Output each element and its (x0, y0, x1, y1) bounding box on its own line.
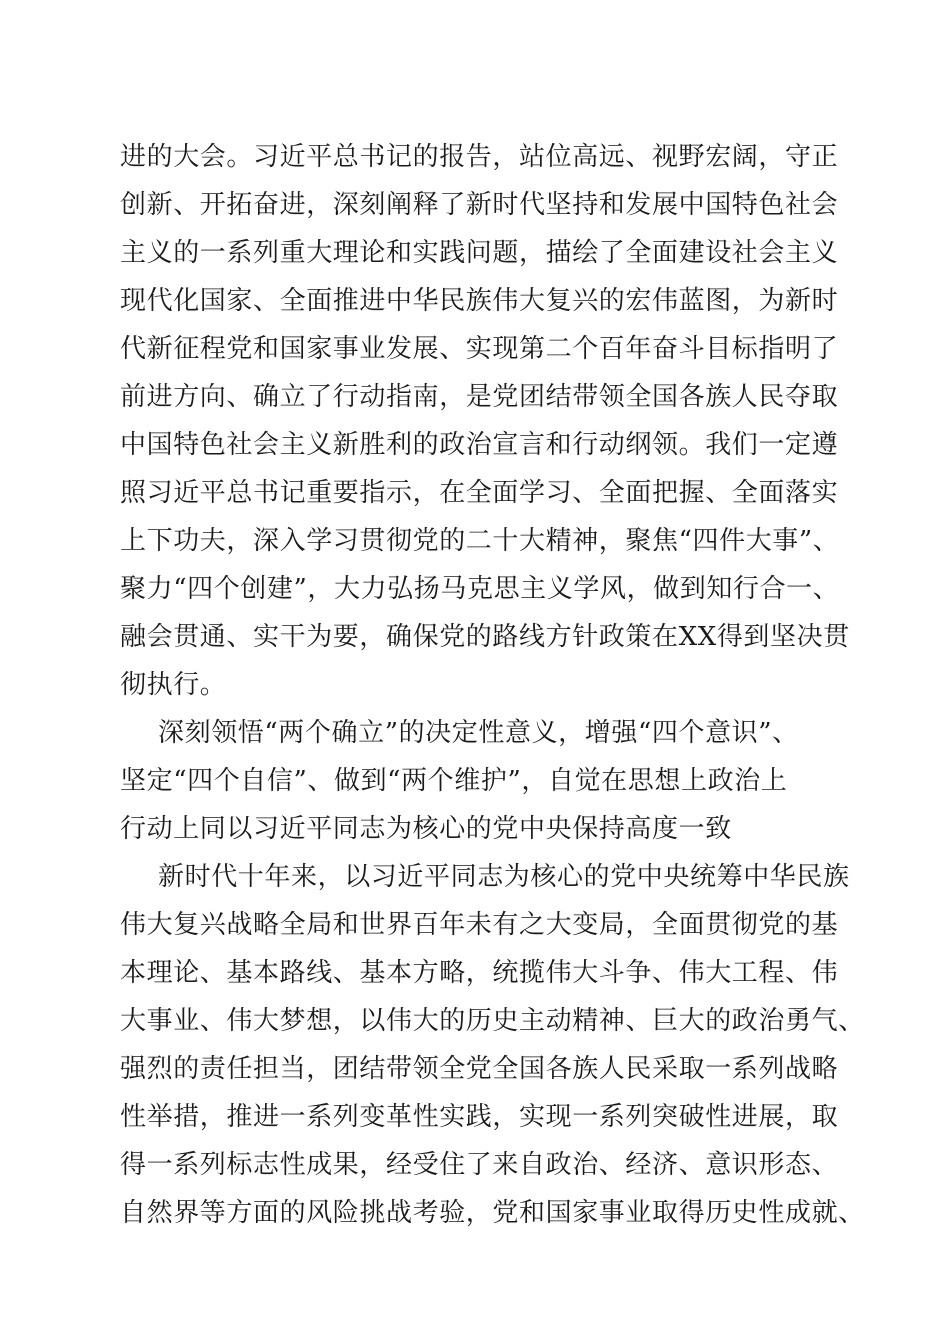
section-heading-line: 坚定“四个自信”、做到“两个维护”，自觉在思想上政治上 (120, 766, 788, 796)
text-line: 自然界等方面的风险挑战考验，党和国家事业取得历史性成就、 (120, 1198, 865, 1228)
text-line: 创新、开拓奋进，深刻阐释了新时代坚持和发展中国特色社会 (120, 190, 839, 220)
text-line: 上下功夫，深入学习贯彻党的二十大精神，聚焦“四件大事”、 (120, 526, 840, 556)
text-line: 中国特色社会主义新胜利的政治宣言和行动纲领。我们一定遵 (120, 430, 839, 460)
text-line: 新时代十年来，以习近平同志为核心的党中央统筹中华民族 (158, 862, 850, 892)
section-heading-line: 深刻领悟“两个确立”的决定性意义，增强“四个意识”、 (158, 718, 799, 748)
text-line: 得一系列标志性成果，经受住了来自政治、经济、意识形态、 (120, 1150, 839, 1180)
text-line: 主义的一系列重大理论和实践问题，描绘了全面建设社会主义 (120, 238, 839, 268)
text-line: 聚力“四个创建”，大力弘扬马克思主义学风，做到知行合一、 (120, 574, 840, 604)
text-line: 大事业、伟大梦想，以伟大的历史主动精神、巨大的政治勇气、 (120, 1006, 865, 1036)
text-line: 融会贯通、实干为要，确保党的路线方针政策在XX得到坚决贯 (120, 622, 850, 652)
text-line: 前进方向、确立了行动指南，是党团结带领全国各族人民夺取 (120, 382, 839, 412)
text-line: 伟大复兴战略全局和世界百年未有之大变局，全面贯彻党的基 (120, 910, 839, 940)
text-line: 本理论、基本路线、基本方略，统揽伟大斗争、伟大工程、伟 (120, 958, 839, 988)
text-line: 彻执行。 (120, 670, 227, 700)
text-line: 代新征程党和国家事业发展、实现第二个百年奋斗目标指明了 (120, 334, 839, 364)
text-line: 性举措，推进一系列变革性实践，实现一系列突破性进展，取 (120, 1102, 839, 1132)
text-line: 照习近平总书记重要指示，在全面学习、全面把握、全面落实 (120, 478, 839, 508)
text-line: 进的大会。习近平总书记的报告，站位高远、视野宏阔，守正 (120, 142, 839, 172)
section-heading-line: 行动上同以习近平同志为核心的党中央保持高度一致 (120, 814, 732, 844)
text-line: 现代化国家、全面推进中华民族伟大复兴的宏伟蓝图，为新时 (120, 286, 839, 316)
text-line: 强烈的责任担当，团结带领全党全国各族人民采取一系列战略 (120, 1054, 839, 1084)
